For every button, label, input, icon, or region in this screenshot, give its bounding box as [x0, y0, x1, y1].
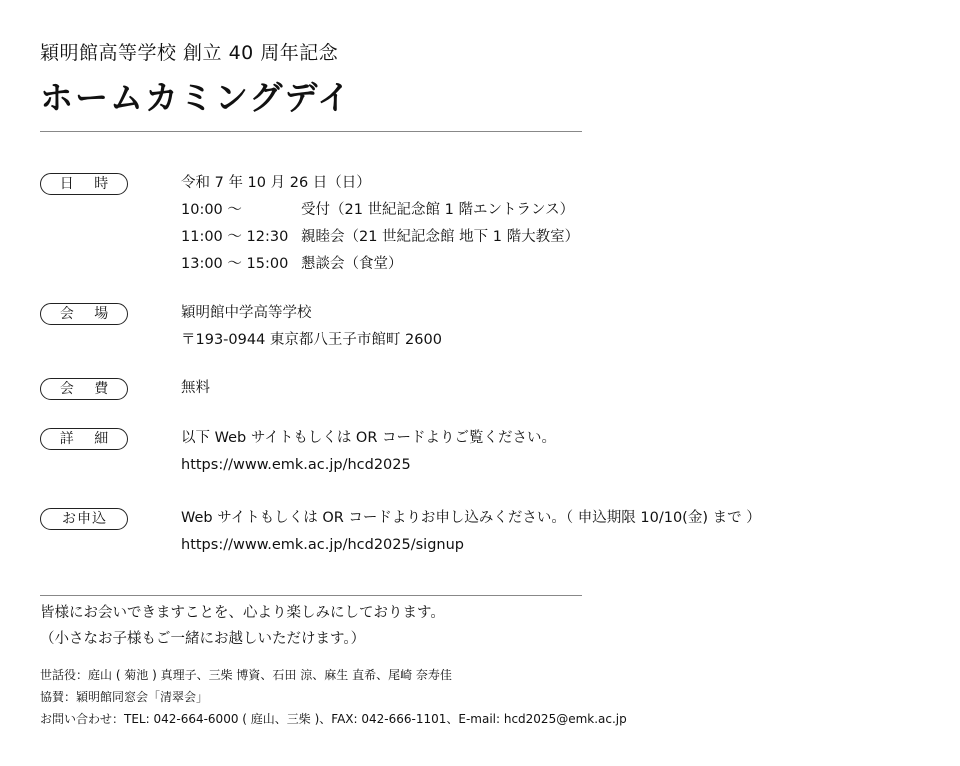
divider-top — [40, 131, 582, 132]
event-date: 令和 7 年 10 月 26 日（日） — [181, 175, 371, 191]
footer-sponsor: 協賛：穎明館同窓会「清翠会」 — [40, 690, 209, 704]
event-subtitle: 穎明館高等学校 創立 40 周年記念 — [40, 42, 339, 64]
label-datetime: 日 時 — [40, 173, 128, 195]
schedule-event: 受付（21 世紀記念館 1 階エントランス） — [301, 202, 575, 218]
fee-value: 無料 — [181, 380, 210, 396]
label-apply: お申込 — [40, 508, 128, 530]
details-text: 以下 Web サイトもしくは OR コードよりご覧ください。 — [181, 430, 557, 446]
event-title: ホームカミングデイ — [40, 78, 353, 117]
schedule-event: 親睦会（21 世紀記念館 地下 1 階大教室） — [301, 229, 580, 245]
closing-line: 皆様にお会いできますことを、心より楽しみにしております。 — [40, 605, 445, 621]
footer-organizers: 世話役：庭山 ( 菊池 ) 真理子、三柴 博資、石田 涼、麻生 直希、尾崎 奈寿佳 — [40, 668, 452, 682]
schedule-time: 11:00 ～ 12:30 — [181, 229, 289, 245]
footer — [40, 666, 627, 732]
closing-note: （小さなお子様もご一緒にお越しいただけます。） — [40, 631, 366, 647]
label-venue: 会 場 — [40, 303, 128, 325]
footer-contact: お問い合わせ：TEL: 042-664-6000 ( 庭山、三柴 )、FAX: 042-666-1101、E-mail: hcd2025@emk.ac.jp — [40, 712, 627, 726]
apply-url[interactable]: https://www.emk.ac.jp/hcd2025/signup — [181, 537, 464, 553]
schedule-item — [181, 253, 579, 280]
closing-message — [40, 602, 445, 654]
details-url[interactable]: https://www.emk.ac.jp/hcd2025 — [181, 457, 411, 473]
divider-bottom — [40, 595, 582, 596]
venue-address: 〒193-0944 東京都八王子市館町 2600 — [181, 332, 442, 348]
label-fee: 会 費 — [40, 378, 128, 400]
venue-name: 穎明館中学高等学校 — [181, 305, 312, 321]
schedule-time: 10:00 ～ — [181, 202, 242, 218]
schedule-time: 13:00 ～ 15:00 — [181, 256, 289, 272]
schedule-item — [181, 199, 579, 226]
label-details: 詳 細 — [40, 428, 128, 450]
schedule-item — [181, 226, 579, 253]
schedule-event: 懇談会（食堂） — [301, 256, 403, 272]
apply-text: Web サイトもしくは OR コードよりお申し込みください。（ 申込期限 10/10(金) まで ） — [181, 510, 761, 526]
